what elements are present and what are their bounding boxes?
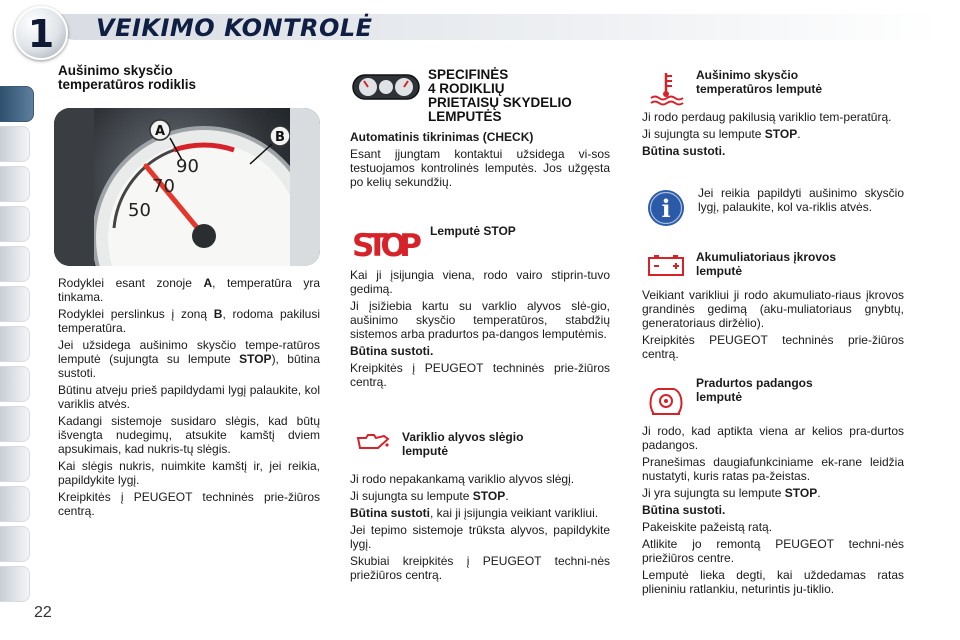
paragraph: Ji yra sujungta su lempute STOP.	[642, 486, 821, 500]
stop-heading	[430, 224, 610, 238]
paragraph: Veikiant varikliui ji rodo akumuliato-riaus įkrovos grandinės gedimą (aku-muliatoriaus gnybtų, generatoriaus diržėlio).	[642, 288, 904, 330]
chapter-tab[interactable]	[0, 366, 30, 402]
chapter-tab[interactable]	[0, 166, 30, 202]
battery-icon	[646, 252, 686, 283]
chapter-tab[interactable]	[0, 446, 30, 482]
coolant-gauge-text	[58, 276, 320, 521]
paragraph: Jei užsidega aušinimo skysčio tempe-ratūros lemputė (sujungta su lempute STOP), būtina sustoti.	[58, 338, 321, 380]
page-number: 22	[34, 604, 52, 621]
heading-line: lemputė	[696, 264, 743, 278]
info-icon	[646, 188, 686, 233]
chapter-tab[interactable]	[0, 206, 30, 242]
chapter-tab-active[interactable]	[0, 86, 34, 122]
battery-section	[642, 288, 904, 364]
heading-line: 4 RODIKLIŲ	[428, 81, 505, 96]
paragraph: Kreipkitės į PEUGEOT techninės prie-žiūros centrą.	[58, 490, 320, 518]
paragraph: Ji rodo, kad aptikta viena ar kelios pra-durtos padangos.	[642, 424, 904, 452]
battery-heading	[696, 250, 906, 278]
gauge-label-b: B	[275, 130, 285, 145]
page-header	[0, 0, 960, 60]
chapter-tab[interactable]	[0, 326, 30, 362]
paragraph: Jei reikia papildyti aušinimo skysčio lygį, palaukite, kol va-riklis atvės.	[698, 186, 904, 214]
dashboard-cluster-icon	[352, 72, 420, 107]
paragraph: Atlikite jo remontą PEUGEOT techni-nės priežiūros centre.	[642, 537, 904, 565]
paragraph: Ji sujungta su lempute STOP.	[350, 489, 509, 503]
heading-line: PRIETAISŲ SKYDELIO	[428, 95, 572, 110]
paragraph: Būtina sustoti.	[350, 344, 434, 358]
paragraph: Kai ji įsijungia viena, rodo vairo stiprin-tuvo gedimą.	[350, 268, 610, 296]
tyre-heading	[696, 376, 906, 404]
column-coolant-gauge	[58, 64, 320, 92]
coolant-lamp-section	[642, 110, 904, 161]
paragraph: Esant įjungtam kontaktui užsidega vi-sos testuojamos kontrolinės lemputės. Jos užgęsta po kelių sekundžių.	[350, 147, 610, 189]
gauge-label-50: 50	[128, 200, 151, 221]
info-icon-glyph: i	[661, 194, 671, 223]
specific-lamps-heading	[428, 68, 618, 124]
heading-line: temperatūros rodiklis	[58, 77, 197, 92]
check-section	[350, 130, 610, 192]
paragraph: Ji įsižiebia kartu su varklio alyvos slė-gio, aušinimo skysčio temperatūros, stabdžių sistemos arba pradurtos pa-dangos lemputėmis.	[350, 299, 610, 341]
paragraph: Rodyklei esant zonoje A, temperatūra yra tinkama.	[58, 276, 320, 304]
chapter-tab[interactable]	[0, 286, 30, 322]
paragraph: Būtina sustoti.	[642, 144, 726, 158]
paragraph: Lemputė lieka degti, kai uždedamas ratas plieniniu ratlankiu, neturintis ju-tiklio.	[642, 568, 904, 596]
tyre-puncture-icon	[646, 384, 686, 423]
coolant-lamp-heading	[696, 68, 906, 96]
paragraph: Kreipkitės PEUGEOT techninės prie-žiūros centrą.	[642, 333, 904, 361]
paragraph: Ji sujungta su lempute STOP.	[642, 127, 801, 141]
paragraph: Kadangi sistemoje susidaro slėgis, kad būtų išvengta nudegimų, atsukite kamštį dviem apsukimais, kad nukris-tų slėgis.	[58, 414, 320, 456]
heading-line: lemputė	[696, 390, 743, 404]
paragraph: Būtina sustoti.	[642, 503, 726, 517]
stop-icon-text: STOP	[352, 228, 422, 260]
paragraph: Būtinu atveju prieš papildydami lygį palaukite, kol variklis atvės.	[58, 383, 320, 411]
chapter-badge	[14, 6, 68, 60]
tyre-section	[642, 424, 904, 599]
oil-heading	[402, 430, 612, 458]
heading-line: Pradurtos padangos	[696, 376, 813, 390]
stop-section	[350, 268, 610, 392]
heading-line: LEMPUTĖS	[428, 109, 502, 124]
heading-line: Aušinimo skysčio	[696, 68, 799, 82]
page-title: VEIKIMO KONTROLĖ	[96, 14, 373, 42]
chapter-tab[interactable]	[0, 486, 30, 522]
heading-line: Variklio alyvos slėgio	[402, 430, 524, 444]
chapter-tab[interactable]	[0, 246, 30, 282]
chapter-tab[interactable]	[0, 406, 30, 442]
heading-line: Aušinimo skysčio	[58, 63, 173, 78]
paragraph: Kreipkitės į PEUGEOT techninės prie-žiūros centrą.	[350, 361, 610, 389]
chapter-tab[interactable]	[0, 526, 30, 562]
paragraph: Pranešimas daugiafunkciniame ek-rane leidžia nustatyti, kuris ratas pa-žeistas.	[642, 455, 904, 483]
gauge-label-70: 70	[152, 176, 175, 197]
stop-warning-icon	[352, 228, 424, 265]
heading-line: Akumuliatoriaus įkrovos	[696, 250, 837, 264]
oil-can-icon	[354, 430, 390, 459]
section-heading: Automatinis tikrinimas (CHECK)	[350, 130, 534, 144]
section-heading: Lemputė STOP	[430, 224, 516, 238]
heading-line: temperatūros lemputė	[696, 82, 823, 96]
oil-section	[350, 472, 610, 585]
paragraph: Pakeiskite pažeistą ratą.	[642, 520, 773, 534]
heading-line: SPECIFINĖS	[428, 67, 509, 82]
paragraph: Skubiai kreipkitės į PEUGEOT techni-nės priežiūros centrą.	[350, 554, 610, 582]
gauge-label-a: A	[154, 124, 166, 139]
paragraph: Kai slėgis nukris, nuimkite kamštį ir, jei reikia, papildykite lygį.	[58, 459, 320, 487]
info-note	[698, 186, 904, 217]
paragraph: Rodyklei perslinkus į zoną B, rodoma pakilusi temperatūra.	[58, 307, 320, 335]
coolant-temperature-icon	[648, 70, 684, 111]
paragraph: Ji rodo perdaug pakilusią variklio tem-peratūrą.	[642, 110, 892, 124]
gauge-illustration	[54, 108, 320, 266]
paragraph: Jei tepimo sistemoje trūksta alyvos, papildykite lygį.	[350, 523, 610, 551]
paragraph: Būtina sustoti, kai ji įsijungia veikiant varikliui.	[350, 506, 599, 520]
temperature-gauge-photo	[54, 108, 320, 266]
heading-line: lemputė	[402, 444, 449, 458]
chapter-tab[interactable]	[0, 126, 30, 162]
chapter-tab[interactable]	[0, 566, 30, 602]
section-heading	[58, 64, 320, 92]
gauge-label-90: 90	[176, 156, 199, 177]
paragraph: Ji rodo nepakankamą variklio alyvos slėgį.	[350, 472, 575, 486]
chapter-number: 1	[27, 12, 55, 56]
